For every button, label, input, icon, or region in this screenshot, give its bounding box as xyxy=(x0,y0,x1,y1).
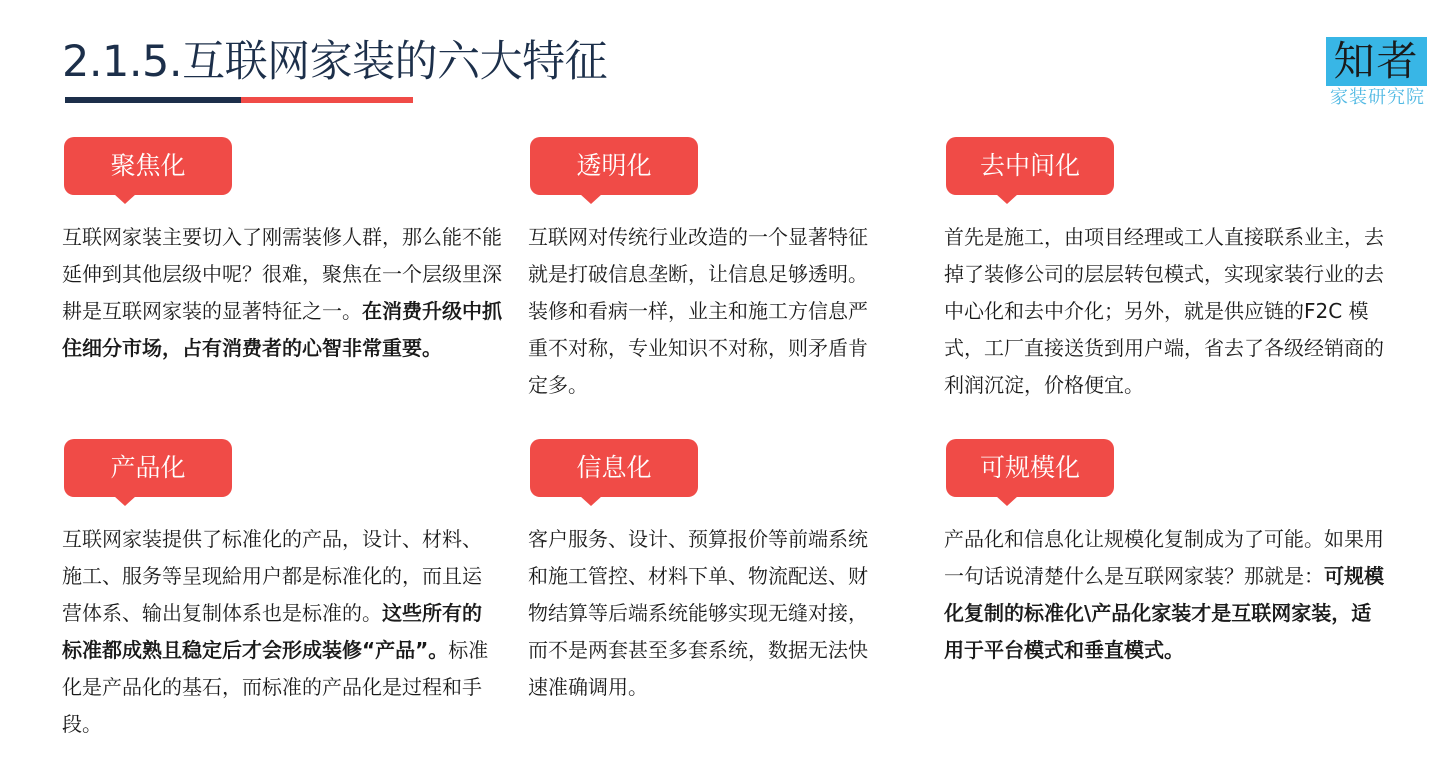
feature-tag-focus: 聚焦化 xyxy=(64,137,232,195)
logo-mark: 知者 xyxy=(1326,37,1427,86)
feature-text-productization xyxy=(62,521,490,743)
feature-text-emphasis: 在消费升级中抓住细分市场，占有消费者的心智非常重要。 xyxy=(62,299,502,360)
feature-text-body: 互联网家装提供了标准化的产品，设计、材料、施工、服务等呈现給用户都是标准化的，而且运营体系、输出复制体系也是标准的。 xyxy=(62,527,482,625)
feature-text-body: 互联网对传统行业改造的一个显著特征就是打破信息垄断，让信息足够透明。装修和看病一样，业主和施工方信息严重不对称，专业知识不对称，则矛盾肯定多。 xyxy=(528,225,868,397)
feature-text-body: 产品化和信息化让规模化复制成为了可能。如果用一句话说清楚什么是互联网家装？那就是： xyxy=(944,527,1384,588)
feature-tag-productization: 产品化 xyxy=(64,439,232,497)
feature-text-focus xyxy=(62,219,502,367)
feature-text-disintermediation xyxy=(944,219,1384,404)
feature-tag-transparency: 透明化 xyxy=(530,137,698,195)
feature-text-body: 客户服务、设计、预算报价等前端系统和施工管控、材料下单、物流配送、财物结算等后端系统能够实现无缝对接，而不是两套甚至多套系统，数据无法快速准确调用。 xyxy=(528,527,868,699)
page-title: 2.1.5.互联网家装的六大特征 xyxy=(62,37,608,87)
feature-tag-disintermediation: 去中间化 xyxy=(946,137,1114,195)
feature-text-scalability xyxy=(944,521,1384,669)
feature-text-emphasis: 这些所有的标准都成熟且稳定后才会形成装修“产品”。 xyxy=(62,601,482,662)
feature-tag-scalability: 可规模化 xyxy=(946,439,1114,497)
title-underline-red xyxy=(241,97,413,103)
feature-text-informatization xyxy=(528,521,883,706)
feature-text-body: 首先是施工，由项目经理或工人直接联系业主，去掉了装修公司的层层转包模式，实现家装行业的去中心化和去中介化；另外，就是供应链的F2C 模式，工厂直接送货到用户端，省去了各级经销商的利润沉淀，价格便宜。 xyxy=(944,225,1384,397)
feature-text-transparency xyxy=(528,219,883,404)
feature-tag-informatization: 信息化 xyxy=(530,439,698,497)
logo xyxy=(1326,37,1429,109)
title-underline-dark xyxy=(65,97,241,103)
feature-text-body: 互联网家装主要切入了刚需装修人群，那么能不能延伸到其他层级中呢？很难，聚焦在一个层级里深耕是互联网家装的显著特征之一。 xyxy=(62,225,502,323)
logo-subtitle: 家装研究院 xyxy=(1330,87,1425,108)
feature-text-tail: 标准化是产品化的基石，而标准的产品化是过程和手段。 xyxy=(62,638,489,736)
feature-text-emphasis: 可规模化复制的标准化\产品化家装才是互联网家装，适用于平台模式和垂直模式。 xyxy=(944,564,1384,662)
